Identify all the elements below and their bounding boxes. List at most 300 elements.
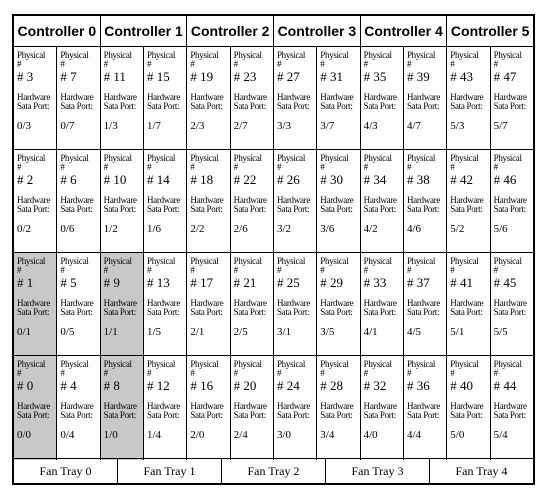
drive-bay	[404, 356, 447, 460]
hash-label: #	[17, 59, 22, 69]
sata-port-value: 5/5	[493, 326, 508, 338]
drive-bay	[187, 47, 230, 149]
sata-port-value: 0/3	[17, 120, 32, 132]
sata-port-value: 1/5	[146, 326, 162, 338]
physical-label: Physical	[146, 50, 176, 60]
physical-number: # 30	[320, 172, 344, 187]
drive-bay-diagram	[12, 14, 535, 485]
physical-number: # 19	[190, 69, 214, 84]
sata-port-value: 1/1	[103, 326, 118, 338]
physical-number: # 38	[406, 172, 430, 187]
hash-label: #	[406, 162, 412, 172]
physical-label: Physical	[103, 153, 132, 163]
hash-label: #	[493, 265, 499, 275]
hardware-label: Hardware	[493, 401, 527, 411]
hash-label: #	[450, 368, 455, 378]
hardware-label: Hardware	[276, 92, 311, 102]
physical-number: # 45	[493, 275, 517, 290]
physical-number: # 2	[17, 172, 34, 187]
hash-label: #	[233, 162, 239, 172]
sata-port-label: Sata Port:	[190, 410, 223, 420]
hardware-label: Hardware	[450, 298, 484, 308]
sata-port-value: 5/3	[450, 120, 465, 132]
physical-label: Physical	[450, 153, 479, 163]
hash-label: #	[233, 59, 239, 69]
drive-bay	[187, 253, 230, 355]
hash-label: #	[146, 265, 152, 275]
sata-port-label: Sata Port:	[450, 307, 483, 317]
hash-label: #	[103, 368, 109, 378]
physical-label: Physical	[190, 256, 219, 266]
sata-port-value: 4/3	[363, 120, 378, 132]
sata-port-value: 3/4	[320, 429, 335, 441]
fan-tray-4: Fan Tray 4	[455, 463, 508, 478]
physical-number: # 22	[233, 172, 257, 187]
hash-label: #	[103, 265, 109, 275]
hardware-label: Hardware	[60, 401, 94, 411]
hardware-label: Hardware	[320, 401, 354, 411]
drive-bay	[361, 253, 404, 355]
physical-label: Physical	[493, 256, 522, 266]
sata-port-value: 4/0	[363, 429, 378, 441]
sata-port-value: 2/1	[190, 326, 205, 338]
physical-number: # 4	[60, 378, 77, 393]
sata-port-value: 0/1	[17, 326, 32, 338]
physical-label: Physical	[406, 50, 436, 60]
physical-label: Physical	[493, 153, 522, 163]
sata-port-label: Sata Port:	[450, 204, 483, 214]
physical-label: Physical	[233, 256, 262, 266]
sata-port-value: 5/6	[493, 223, 508, 235]
sata-port-label: Sata Port:	[320, 101, 353, 111]
drive-bay-row	[14, 150, 533, 253]
hash-label: #	[190, 265, 195, 275]
sata-port-value: 3/5	[320, 326, 335, 338]
hardware-label: Hardware	[406, 401, 441, 411]
sata-port-label: Sata Port:	[320, 307, 353, 317]
sata-port-value: 2/5	[233, 326, 248, 338]
physical-label: Physical	[17, 256, 46, 266]
physical-number: # 44	[493, 378, 517, 393]
physical-label: Physical	[17, 153, 46, 163]
fan-tray-2: Fan Tray 2	[222, 459, 326, 483]
drive-bay	[187, 150, 230, 252]
physical-label: Physical	[406, 153, 436, 163]
sata-port-label: Sata Port:	[103, 410, 136, 420]
hash-label: #	[320, 368, 325, 378]
sata-port-label: Sata Port:	[406, 101, 440, 111]
sata-port-label: Sata Port:	[190, 204, 223, 214]
hash-label: #	[320, 162, 325, 172]
hash-label: #	[450, 265, 455, 275]
physical-number: # 39	[406, 69, 430, 84]
sata-port-label: Sata Port:	[190, 101, 223, 111]
physical-label: Physical	[406, 359, 436, 369]
physical-label: Physical	[190, 359, 219, 369]
hash-label: #	[320, 265, 325, 275]
physical-number: # 25	[276, 275, 300, 290]
physical-number: # 8	[103, 378, 120, 393]
physical-label: Physical	[146, 153, 176, 163]
drive-bay	[144, 150, 187, 252]
drive-bay	[57, 356, 100, 460]
hash-label: #	[363, 368, 369, 378]
hash-label: #	[276, 59, 282, 69]
sata-port-label: Sata Port:	[17, 410, 50, 420]
sata-port-label: Sata Port:	[363, 101, 396, 111]
physical-number: # 34	[363, 172, 387, 187]
sata-port-label: Sata Port:	[406, 410, 440, 420]
physical-label: Physical	[450, 359, 479, 369]
sata-port-label: Sata Port:	[146, 101, 180, 111]
hardware-label: Hardware	[146, 92, 181, 102]
hash-label: #	[146, 162, 152, 172]
physical-label: Physical	[146, 256, 176, 266]
controller-0-header: Controller 0	[14, 16, 101, 46]
physical-number: # 18	[190, 172, 214, 187]
drive-bay	[491, 253, 533, 355]
sata-port-value: 5/2	[450, 223, 465, 235]
drive-bay	[14, 356, 57, 460]
physical-label: Physical	[103, 256, 132, 266]
physical-label: Physical	[276, 359, 306, 369]
sata-port-value: 1/2	[103, 223, 118, 235]
physical-number: # 15	[146, 69, 170, 84]
hash-label: #	[363, 265, 369, 275]
hash-label: #	[363, 162, 369, 172]
sata-port-label: Sata Port:	[406, 204, 440, 214]
physical-number: # 27	[276, 69, 300, 84]
drive-bay	[491, 150, 533, 252]
hardware-label: Hardware	[406, 92, 441, 102]
hardware-label: Hardware	[103, 195, 137, 205]
hardware-label: Hardware	[320, 195, 354, 205]
sata-port-label: Sata Port:	[60, 204, 93, 214]
sata-port-label: Sata Port:	[17, 101, 50, 111]
sata-port-label: Sata Port:	[233, 410, 266, 420]
drive-bay	[57, 47, 100, 149]
drive-bay	[101, 356, 144, 460]
physical-number: # 6	[60, 172, 77, 187]
sata-port-value: 1/0	[103, 429, 118, 441]
physical-label: Physical	[103, 359, 132, 369]
sata-port-label: Sata Port:	[233, 307, 266, 317]
physical-number: # 46	[493, 172, 517, 187]
drive-bay-row	[14, 253, 533, 356]
physical-number: # 37	[406, 275, 430, 290]
sata-port-value: 2/2	[190, 223, 205, 235]
physical-number: # 47	[493, 69, 517, 84]
physical-number: # 43	[450, 69, 474, 84]
drive-bay	[274, 150, 317, 252]
hardware-label: Hardware	[363, 92, 397, 102]
physical-number: # 23	[233, 69, 257, 84]
hash-label: #	[103, 59, 109, 69]
fan-tray-1: Fan Tray 1	[118, 459, 222, 483]
sata-port-label: Sata Port:	[146, 204, 180, 214]
controller-1-header: Controller 1	[101, 16, 188, 46]
drive-bay-row	[14, 356, 533, 460]
physical-number: # 10	[103, 172, 127, 187]
drive-bay	[144, 47, 187, 149]
fan-tray-0: Fan Tray 0	[14, 459, 118, 483]
controller-header-row	[14, 16, 533, 47]
drive-bay	[491, 356, 533, 460]
physical-number: # 20	[233, 378, 257, 393]
hardware-label: Hardware	[276, 401, 311, 411]
hardware-label: Hardware	[363, 401, 397, 411]
hash-label: #	[406, 368, 412, 378]
hash-label: #	[493, 368, 499, 378]
hardware-label: Hardware	[60, 298, 94, 308]
sata-port-value: 1/6	[146, 223, 162, 235]
sata-port-label: Sata Port:	[276, 410, 310, 420]
hash-label: #	[233, 368, 239, 378]
physical-label: Physical	[363, 153, 392, 163]
physical-label: Physical	[276, 50, 306, 60]
physical-number: # 7	[60, 69, 77, 84]
sata-port-label: Sata Port:	[493, 307, 526, 317]
sata-port-value: 0/4	[60, 429, 75, 441]
sata-port-label: Sata Port:	[493, 204, 526, 214]
sata-port-label: Sata Port:	[60, 307, 93, 317]
sata-port-label: Sata Port:	[493, 101, 526, 111]
sata-port-value: 0/2	[17, 223, 32, 235]
physical-number: # 31	[320, 69, 344, 84]
sata-port-label: Sata Port:	[320, 204, 353, 214]
physical-number: # 14	[146, 172, 170, 187]
sata-port-value: 5/4	[493, 429, 508, 441]
physical-label: Physical	[363, 50, 392, 60]
sata-port-value: 2/3	[190, 120, 205, 132]
sata-port-label: Sata Port:	[190, 307, 223, 317]
physical-label: Physical	[233, 153, 262, 163]
sata-port-label: Sata Port:	[276, 307, 310, 317]
drive-bay	[361, 150, 404, 252]
hash-label: #	[146, 59, 152, 69]
sata-port-value: 3/1	[276, 326, 292, 338]
sata-port-value: 5/1	[450, 326, 465, 338]
sata-port-value: 4/5	[406, 326, 422, 338]
sata-port-label: Sata Port:	[276, 101, 310, 111]
hash-label: #	[406, 265, 412, 275]
physical-number: # 3	[17, 69, 34, 84]
sata-port-value: 5/0	[450, 429, 465, 441]
hardware-label: Hardware	[233, 195, 267, 205]
drive-bay	[101, 150, 144, 252]
hardware-label: Hardware	[493, 195, 527, 205]
hash-label: #	[60, 265, 65, 275]
sata-port-label: Sata Port:	[103, 307, 136, 317]
drive-bay	[491, 47, 533, 149]
hardware-label: Hardware	[450, 92, 484, 102]
hardware-label: Hardware	[146, 195, 181, 205]
sata-port-value: 1/3	[103, 120, 118, 132]
hash-label: #	[493, 59, 499, 69]
physical-number: # 36	[406, 378, 430, 393]
hardware-label: Hardware	[450, 401, 484, 411]
sata-port-value: 4/1	[363, 326, 378, 338]
sata-port-label: Sata Port:	[406, 307, 440, 317]
drive-bay	[231, 253, 274, 355]
sata-port-label: Sata Port:	[276, 204, 310, 214]
hardware-label: Hardware	[363, 298, 397, 308]
physical-label: Physical	[320, 153, 349, 163]
hardware-label: Hardware	[60, 92, 94, 102]
drive-bay	[404, 47, 447, 149]
sata-port-value: 2/4	[233, 429, 248, 441]
hash-label: #	[320, 59, 325, 69]
drive-bay	[144, 356, 187, 460]
hardware-label: Hardware	[363, 195, 397, 205]
hardware-label: Hardware	[190, 298, 224, 308]
drive-bay	[404, 253, 447, 355]
hash-label: #	[363, 59, 369, 69]
sata-port-value: 2/7	[233, 120, 248, 132]
sata-port-value: 2/6	[233, 223, 248, 235]
sata-port-label: Sata Port:	[363, 204, 396, 214]
sata-port-label: Sata Port:	[320, 410, 353, 420]
physical-number: # 11	[103, 69, 126, 84]
fan-tray-3: Fan Tray 3	[326, 459, 430, 483]
sata-port-value: 0/7	[60, 120, 75, 132]
controller-3-header: Controller 3	[274, 16, 361, 46]
sata-port-value: 3/6	[320, 223, 335, 235]
sata-port-label: Sata Port:	[450, 410, 483, 420]
hash-label: #	[146, 368, 152, 378]
hardware-label: Hardware	[17, 401, 51, 411]
sata-port-label: Sata Port:	[103, 204, 136, 214]
physical-number: # 17	[190, 275, 214, 290]
hardware-label: Hardware	[233, 92, 267, 102]
hash-label: #	[450, 59, 455, 69]
physical-number: # 21	[233, 275, 257, 290]
physical-label: Physical	[320, 256, 349, 266]
physical-label: Physical	[190, 50, 219, 60]
hardware-label: Hardware	[146, 298, 181, 308]
drive-bay	[404, 150, 447, 252]
hardware-label: Hardware	[60, 195, 94, 205]
sata-port-label: Sata Port:	[146, 307, 180, 317]
physical-label: Physical	[146, 359, 176, 369]
sata-port-value: 4/6	[406, 223, 422, 235]
physical-number: # 13	[146, 275, 170, 290]
physical-number: # 26	[276, 172, 300, 187]
sata-port-value: 1/4	[146, 429, 162, 441]
hardware-label: Hardware	[17, 195, 51, 205]
hardware-label: Hardware	[103, 92, 137, 102]
hardware-label: Hardware	[233, 401, 267, 411]
hash-label: #	[276, 265, 282, 275]
hash-label: #	[17, 368, 22, 378]
hardware-label: Hardware	[190, 401, 224, 411]
sata-port-value: 4/2	[363, 223, 378, 235]
drive-bay	[317, 253, 360, 355]
physical-label: Physical	[276, 256, 306, 266]
drive-bay	[447, 150, 490, 252]
sata-port-label: Sata Port:	[17, 204, 50, 214]
sata-port-value: 3/2	[276, 223, 292, 235]
physical-number: # 41	[450, 275, 474, 290]
drive-bay	[231, 47, 274, 149]
drive-bay-grid	[14, 47, 533, 460]
hardware-label: Hardware	[320, 92, 354, 102]
hash-label: #	[190, 368, 195, 378]
physical-number: # 40	[450, 378, 474, 393]
drive-bay	[187, 356, 230, 460]
sata-port-value: 0/0	[17, 429, 32, 441]
sata-port-label: Sata Port:	[363, 410, 396, 420]
sata-port-label: Sata Port:	[103, 101, 136, 111]
hardware-label: Hardware	[233, 298, 267, 308]
drive-bay	[317, 356, 360, 460]
physical-label: Physical	[60, 50, 89, 60]
physical-label: Physical	[17, 359, 46, 369]
hardware-label: Hardware	[17, 92, 51, 102]
physical-number: # 28	[320, 378, 344, 393]
controller-5-header: Controller 5	[450, 23, 530, 39]
sata-port-label: Sata Port:	[146, 410, 180, 420]
sata-port-value: 0/5	[60, 326, 75, 338]
physical-number: # 1	[17, 275, 34, 290]
sata-port-label: Sata Port:	[493, 410, 526, 420]
physical-number: # 12	[146, 378, 170, 393]
fan-tray-row	[14, 458, 533, 483]
hardware-label: Hardware	[146, 401, 181, 411]
physical-label: Physical	[190, 153, 219, 163]
hardware-label: Hardware	[493, 92, 527, 102]
hash-label: #	[450, 162, 455, 172]
physical-label: Physical	[450, 256, 479, 266]
hardware-label: Hardware	[450, 195, 484, 205]
hardware-label: Hardware	[320, 298, 354, 308]
hash-label: #	[190, 162, 195, 172]
physical-label: Physical	[60, 153, 89, 163]
sata-port-value: 1/7	[146, 120, 162, 132]
drive-bay	[144, 253, 187, 355]
physical-label: Physical	[450, 50, 479, 60]
sata-port-value: 5/7	[493, 120, 508, 132]
drive-bay	[231, 150, 274, 252]
drive-bay	[57, 253, 100, 355]
hash-label: #	[406, 59, 412, 69]
sata-port-value: 4/7	[406, 120, 422, 132]
controller-2-header: Controller 2	[187, 16, 274, 46]
controller-4-header: Controller 4	[361, 16, 448, 46]
physical-number: # 32	[363, 378, 387, 393]
hash-label: #	[17, 162, 22, 172]
hash-label: #	[103, 162, 109, 172]
sata-port-label: Sata Port:	[363, 307, 396, 317]
physical-number: # 35	[363, 69, 387, 84]
physical-label: Physical	[17, 50, 46, 60]
hardware-label: Hardware	[103, 401, 137, 411]
hash-label: #	[60, 162, 65, 172]
sata-port-label: Sata Port:	[450, 101, 483, 111]
hash-label: #	[60, 368, 65, 378]
drive-bay	[274, 253, 317, 355]
physical-label: Physical	[60, 359, 89, 369]
sata-port-label: Sata Port:	[233, 204, 266, 214]
sata-port-value: 3/0	[276, 429, 292, 441]
sata-port-label: Sata Port:	[233, 101, 266, 111]
drive-bay	[14, 150, 57, 252]
drive-bay	[361, 47, 404, 149]
physical-label: Physical	[233, 359, 262, 369]
physical-number: # 5	[60, 275, 77, 290]
physical-number: # 42	[450, 172, 474, 187]
physical-label: Physical	[233, 50, 262, 60]
